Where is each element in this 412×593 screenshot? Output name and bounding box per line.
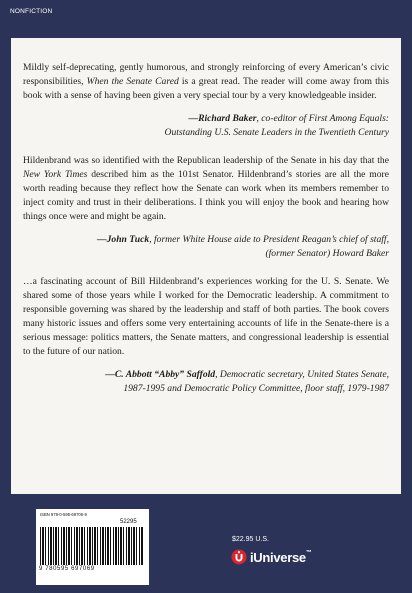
review-attribution bbox=[23, 368, 389, 396]
reviewer-credit: Outstanding U.S. Senate Leaders in the Twentieth Century bbox=[164, 127, 389, 138]
review-text bbox=[23, 275, 389, 359]
iuniverse-logo-icon bbox=[231, 549, 247, 565]
retail-price: $22.95 U.S. bbox=[232, 536, 269, 543]
reviewer-credit: , former White House aide to President Reagan’s chief of staff, bbox=[149, 234, 389, 245]
barcode-bars bbox=[40, 527, 144, 565]
barcode-digits: 9 780595 697069 bbox=[39, 566, 95, 572]
reviewer-name: —C. Abbott “Abby” Saffold bbox=[105, 369, 216, 380]
reviewer-credit: 1987-1995 and Democratic Policy Committee, floor staff, 1979-1987 bbox=[123, 383, 389, 394]
reviewer-credit: , co-editor of First Among Equals: bbox=[256, 113, 389, 124]
trademark-symbol: ™ bbox=[305, 550, 312, 556]
review-text-part: …a fascinating account of Bill Hildenbrand’s experiences working for the U. S. Senate. We shared some of those years while I worked for the Democratic leadership. A commitment to responsible governing was shared by the leadership and staff of both parties. The book covers many historic issues and offers some very entertaining accounts of life in the Senate-there is a serious message: politics matters, the Senate matters, and congressional leadership is essential to the future of our nation. bbox=[23, 276, 389, 357]
book-title: When the Senate Cared bbox=[86, 76, 179, 87]
publisher-name bbox=[250, 550, 312, 565]
review-text bbox=[23, 154, 389, 224]
reviewer-credit: , Democratic secretary, United States Senate, bbox=[215, 369, 389, 380]
publisher-website: www.iuniverse.com bbox=[54, 577, 131, 584]
review-text-part: described him as the 101st Senator. Hildenbrand’s stories are all the more worth reading because they reflect how the Senate can work when its members remember to inject comity and trust in their deliberations. I think you will enjoy the book and hearing how things once were and might be again. bbox=[23, 169, 389, 222]
barcode-price-code: 52295 bbox=[120, 519, 137, 525]
review-attribution bbox=[23, 233, 389, 261]
reviewer-name: —John Tuck bbox=[97, 234, 150, 245]
reviewer-credit: (former Senator) Howard Baker bbox=[265, 248, 389, 259]
review-text-part: Mildly self-deprecating, gently humorous, and strongly reinforcing of every American’s civic responsibilities, bbox=[23, 62, 389, 87]
reviewer-name: —Richard Baker bbox=[188, 113, 257, 124]
publisher-logo bbox=[231, 549, 341, 567]
isbn-barcode bbox=[36, 509, 149, 585]
isbn-number: ISBN 978-0-595-69706-9 bbox=[40, 512, 87, 517]
reviews-panel bbox=[11, 38, 401, 494]
publisher-name-text: iUniverse bbox=[250, 550, 306, 565]
newspaper-title: New York Times bbox=[23, 169, 88, 180]
review-text bbox=[23, 61, 389, 103]
category-label: NONFICTION bbox=[10, 8, 53, 15]
review-text-part: is a great read. The reader will come away from this book with a sense of having been given a very special tour by a very knowledgeable insider. bbox=[23, 76, 390, 101]
review-attribution bbox=[23, 112, 389, 140]
review-text-part: Hildenbrand was so identified with the Republican leadership of the Senate in his day that the bbox=[23, 155, 389, 166]
